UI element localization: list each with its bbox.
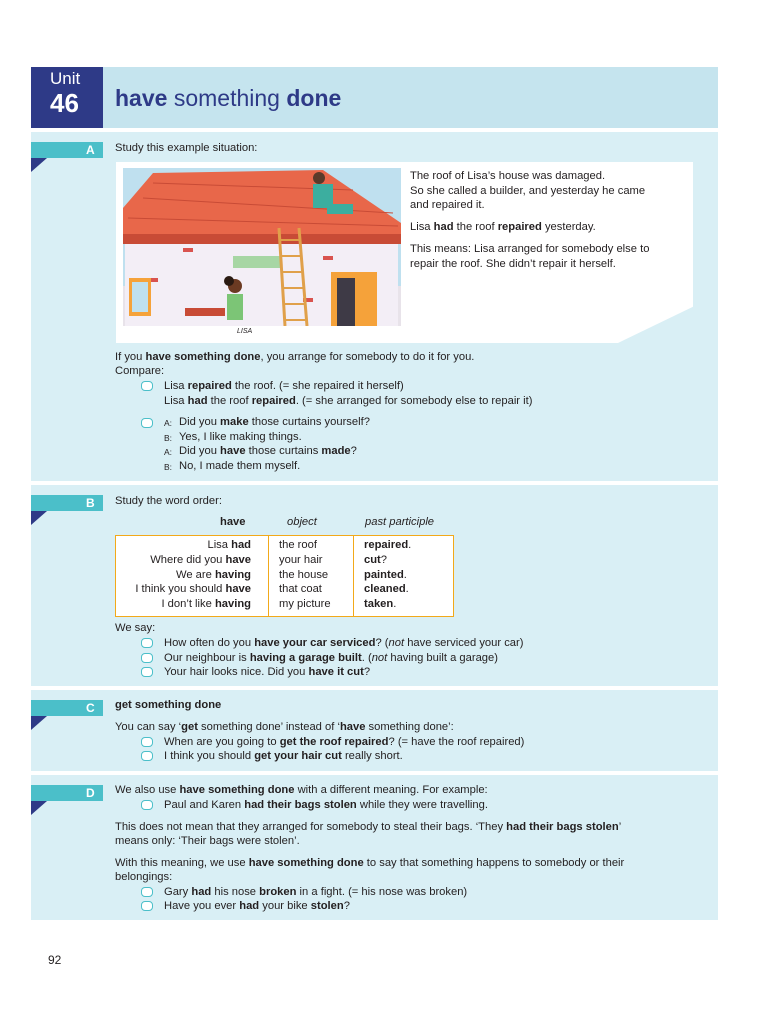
bullet-icon (141, 418, 153, 428)
word-order-example-3: Your hair looks nice. Did you have it cut? (164, 666, 371, 678)
table-row-object: that coat (279, 583, 322, 595)
situation-line-3: and repaired it. (410, 199, 485, 211)
usage-paragraph-line-2: belongings: (115, 871, 173, 883)
stolen-example: Paul and Karen had their bags stolen while they were travelling. (164, 799, 488, 811)
table-row-subject: We are having (175, 569, 251, 581)
table-row-subject: Lisa had (207, 539, 251, 551)
meaning-line-1: This means: Lisa arranged for somebody else to (410, 243, 650, 255)
dialogue-line: Did you have those curtains made? (179, 445, 357, 457)
table-row-object: my picture (279, 598, 331, 610)
compare-label: Compare: (115, 365, 165, 377)
bullet-icon (141, 638, 153, 648)
usage-paragraph-line-1: With this meaning, we use have something done to say that something happens to somebody or their (115, 857, 625, 869)
table-divider (353, 536, 354, 616)
table-row-object: the roof (279, 539, 317, 551)
table-row-participle: painted. (364, 569, 407, 581)
section-d-tab: D (31, 785, 103, 801)
table-row-subject: Where did you have (150, 554, 251, 566)
dialogue-speaker: B: (164, 462, 173, 472)
table-row-participle: taken. (364, 598, 397, 610)
get-example-1: When are you going to get the roof repaired? (= have the roof repaired) (164, 736, 525, 748)
dialogue-line: Yes, I like making things. (179, 431, 302, 443)
bullet-icon (141, 653, 153, 663)
table-row-participle: repaired. (364, 539, 412, 551)
situation-line-2: So she called a builder, and yesterday he came (410, 185, 646, 197)
section-a-intro: Study this example situation: (115, 142, 258, 154)
table-row-participle: cleaned. (364, 583, 409, 595)
compare-example-2: Lisa had the roof repaired. (= she arranged for somebody else to repair it) (164, 395, 533, 407)
bullet-icon (141, 667, 153, 677)
situation-line-1: The roof of Lisa’s house was damaged. (410, 170, 606, 182)
section-c-intro: You can say ‘get something done’ instead of ‘have something done’: (115, 721, 454, 733)
bullet-icon (141, 887, 153, 897)
meaning-line-2: repair the roof. She didn’t repair it herself. (410, 258, 616, 270)
section-b-tab: B (31, 495, 103, 511)
page-title: have something done (115, 85, 342, 111)
meaning-paragraph-line-2: means only: ‘Their bags were stolen’. (115, 835, 300, 847)
bullet-icon (141, 800, 153, 810)
tab-corner-d (31, 801, 47, 815)
section-c-tab: C (31, 700, 103, 716)
dialogue-line: Did you make those curtains yourself? (179, 416, 370, 428)
happening-example-1: Gary had his nose broken in a fight. (= his nose was broken) (164, 886, 468, 898)
rule-text: If you have something done, you arrange for somebody to do it for you. (115, 351, 475, 363)
column-header-object: object (287, 516, 317, 528)
house-roof-illustration (123, 168, 401, 336)
happening-example-2: Have you ever had your bike stolen? (164, 900, 350, 912)
section-b-intro: Study the word order: (115, 495, 222, 507)
dialogue-speaker: A: (164, 447, 173, 457)
table-row-object: your hair (279, 554, 323, 566)
table-row-subject: I don’t like having (161, 598, 251, 610)
bullet-icon (141, 737, 153, 747)
dialogue-speaker: A: (164, 418, 173, 428)
table-row-object: the house (279, 569, 329, 581)
table-row-subject: I think you should have (135, 583, 251, 595)
tab-corner-b (31, 511, 47, 525)
unit-number: 46 (50, 88, 79, 118)
example-sentence: Lisa had the roof repaired yesterday. (410, 221, 596, 233)
tab-corner-a (31, 158, 47, 172)
word-order-example-2: Our neighbour is having a garage built. (not having built a garage) (164, 652, 498, 664)
column-header-have: have (220, 516, 246, 528)
page-number: 92 (48, 953, 62, 967)
column-header-past-participle: past participle (365, 516, 435, 528)
get-example-2: I think you should get your hair cut really short. (164, 750, 403, 762)
we-say-label: We say: (115, 622, 156, 634)
tab-corner-c (31, 716, 47, 730)
table-row-participle: cut? (364, 554, 388, 566)
dialogue-speaker: B: (164, 433, 173, 443)
table-divider (268, 536, 269, 616)
bullet-icon (141, 901, 153, 911)
bullet-icon (141, 381, 153, 391)
section-d-intro: We also use have something done with a different meaning. For example: (115, 784, 488, 796)
section-c-heading: get something done (115, 699, 222, 711)
dialogue-line: No, I made them myself. (179, 460, 301, 472)
section-a-tab: A (31, 142, 103, 158)
word-order-example-1: How often do you have your car serviced? (not have serviced your car) (164, 637, 524, 649)
unit-label: Unit (50, 69, 81, 88)
bullet-icon (141, 751, 153, 761)
illustration-label: LISA (237, 328, 253, 335)
meaning-paragraph-line-1: This does not mean that they arranged for somebody to steal their bags. ‘They had their bags stolen’ (115, 821, 622, 833)
compare-example-1: Lisa repaired the roof. (= she repaired it herself) (164, 380, 404, 392)
